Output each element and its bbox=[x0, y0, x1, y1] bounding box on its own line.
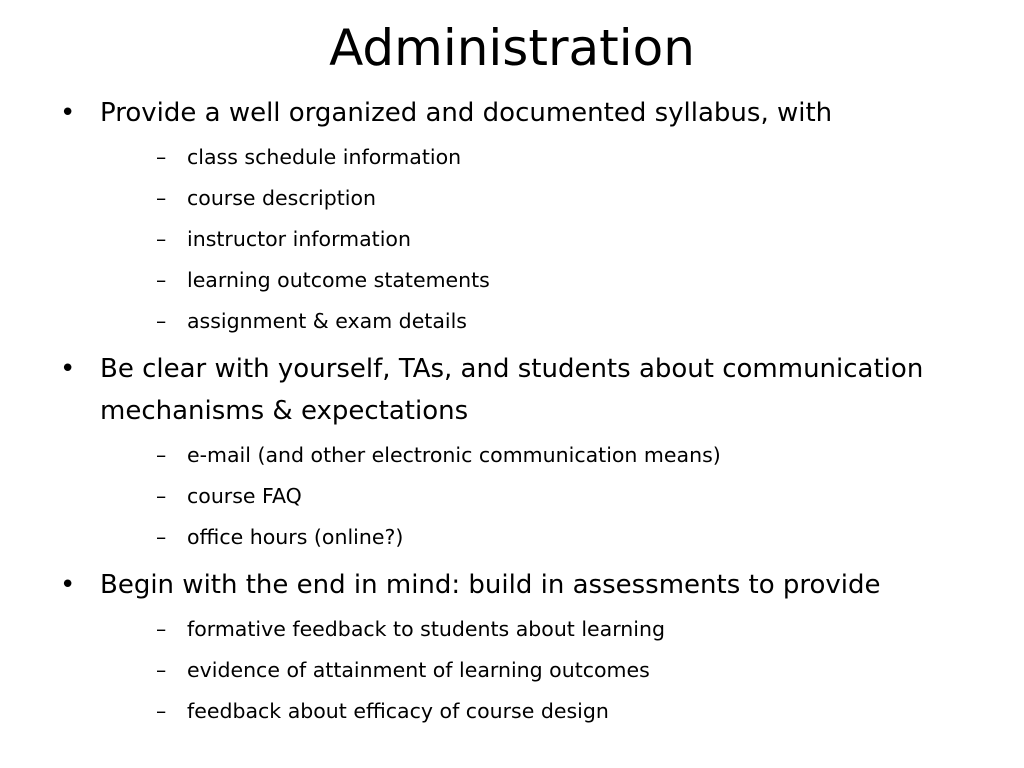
dash-marker: – bbox=[156, 443, 167, 467]
bullet-text: Provide a well organized and documented syllabus, with bbox=[100, 98, 833, 128]
sub-item-text: evidence of attainment of learning outcomes bbox=[187, 658, 650, 682]
sub-list bbox=[100, 137, 958, 342]
sub-item-text: instructor information bbox=[187, 227, 411, 251]
dash-marker: – bbox=[156, 699, 167, 723]
dash-marker: – bbox=[156, 186, 167, 210]
dash-marker: – bbox=[156, 525, 167, 549]
dash-marker: – bbox=[156, 309, 167, 333]
sub-item-text: formative feedback to students about learning bbox=[187, 617, 665, 641]
dash-marker: – bbox=[156, 617, 167, 641]
sub-item bbox=[100, 301, 958, 342]
sub-item-text: learning outcome statements bbox=[187, 268, 490, 292]
sub-item-text: feedback about efficacy of course design bbox=[187, 699, 609, 723]
dash-marker: – bbox=[156, 227, 167, 251]
bullet-text: Be clear with yourself, TAs, and students about communication mechanisms & expectations bbox=[100, 354, 924, 426]
dash-marker: – bbox=[156, 658, 167, 682]
sub-item bbox=[100, 476, 958, 517]
dash-marker: – bbox=[156, 268, 167, 292]
dash-marker: – bbox=[156, 484, 167, 508]
sub-item bbox=[100, 178, 958, 219]
sub-item-text: office hours (online?) bbox=[187, 525, 404, 549]
bullet-marker: • bbox=[60, 98, 76, 128]
dash-marker: – bbox=[156, 145, 167, 169]
bullet-marker: • bbox=[60, 354, 76, 384]
sub-item bbox=[100, 435, 958, 476]
sub-item-text: assignment & exam details bbox=[187, 309, 467, 333]
sub-list bbox=[100, 435, 958, 558]
bullet-marker: • bbox=[60, 570, 76, 600]
bullet-item bbox=[58, 92, 958, 342]
sub-item bbox=[100, 650, 958, 691]
bullet-item bbox=[58, 564, 958, 732]
bullet-list bbox=[58, 92, 958, 732]
sub-item bbox=[100, 137, 958, 178]
sub-item bbox=[100, 691, 958, 732]
bullet-text: Begin with the end in mind: build in assessments to provide bbox=[100, 570, 881, 600]
sub-item bbox=[100, 517, 958, 558]
sub-item bbox=[100, 609, 958, 650]
bullet-item bbox=[58, 348, 958, 558]
sub-item bbox=[100, 219, 958, 260]
slide-title: Administration bbox=[329, 19, 695, 77]
sub-item-text: e-mail (and other electronic communication means) bbox=[187, 443, 721, 467]
sub-list bbox=[100, 609, 958, 732]
sub-item-text: course FAQ bbox=[187, 484, 302, 508]
sub-item-text: class schedule information bbox=[187, 145, 462, 169]
sub-item-text: course description bbox=[187, 186, 377, 210]
sub-item bbox=[100, 260, 958, 301]
